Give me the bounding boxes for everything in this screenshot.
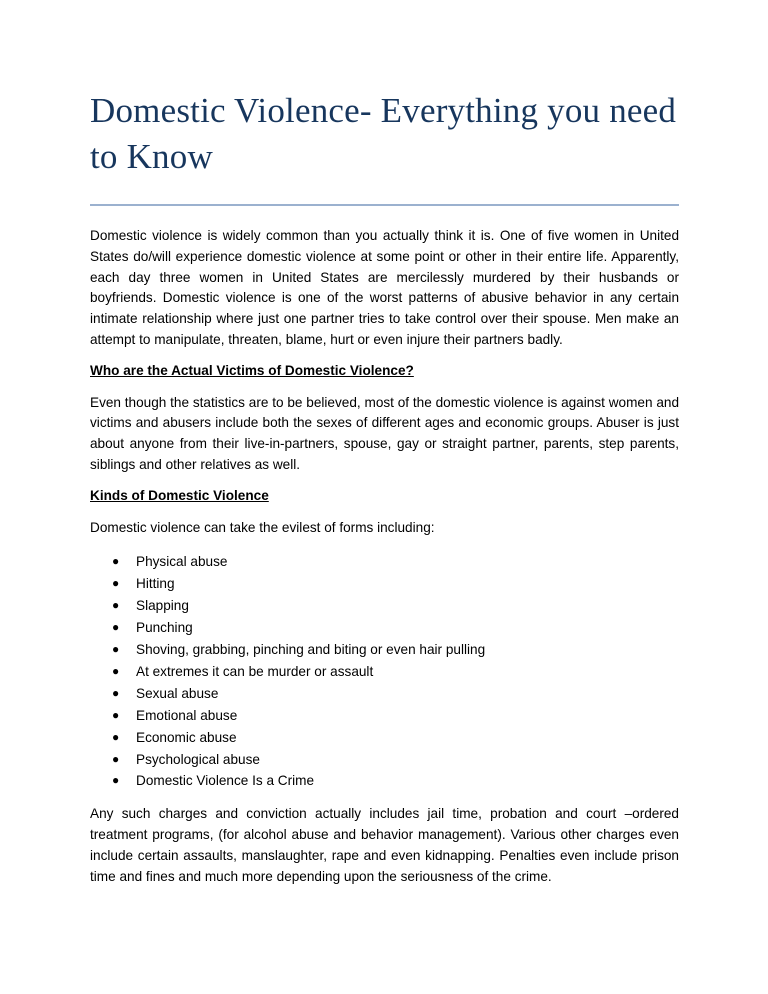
list-item-text: Hitting	[136, 576, 175, 592]
list-item-text: Psychological abuse	[136, 751, 260, 767]
list-item-text: Sexual abuse	[136, 685, 219, 701]
bullet-icon: ●	[112, 685, 120, 700]
kinds-bullet-list	[90, 551, 679, 792]
list-item-text: Shoving, grabbing, pinching and biting or even hair pulling	[136, 641, 486, 657]
bullet-icon: ●	[112, 751, 120, 766]
list-item-text: Physical abuse	[136, 554, 228, 570]
victims-paragraph: Even though the statistics are to be believed, most of the domestic violence is against women and victims and abusers include both the sexes of different ages and economic groups. Abuser is just about anyone from their live-in-partners, spouse, gay or straight partner, parents, step parents, siblings and other relatives as well.	[90, 394, 679, 472]
intro-paragraph: Domestic violence is widely common than you actually think it is. One of five women in United States do/will experience domestic violence at some point or other in their entire life. Apparently, each day three women in United States are mercilessly murdered by their husbands or boyfriends. Domestic violence is one of the worst patterns of abusive behavior in any certain intimate relationship where just one partner tries to take control over their spouse. Men make an attempt to manipulate, threaten, blame, hurt or even injure their partners badly.	[90, 228, 679, 347]
bullet-icon: ●	[112, 707, 120, 722]
list-item-text: Domestic Violence Is a Crime	[136, 773, 315, 789]
list-item	[90, 595, 679, 617]
bullet-icon: ●	[112, 620, 120, 635]
bullet-icon: ●	[112, 554, 120, 569]
kinds-lead-paragraph: Domestic violence can take the evilest of forms including:	[90, 519, 435, 535]
crime-paragraph: Any such charges and conviction actually includes jail time, probation and court –ordered treatment programs, (for alcohol abuse and behavior management). Various other charges even include certain assaults, manslaughter, rape and even kidnapping. Penalties even include prison time and fines and much more depending upon the seriousness of the crime.	[90, 806, 679, 884]
document-page	[90, 88, 679, 888]
bullet-icon: ●	[112, 663, 120, 678]
bullet-icon: ●	[112, 598, 120, 613]
list-item	[90, 770, 679, 792]
list-item-text: Punching	[136, 620, 193, 636]
list-item	[90, 705, 679, 727]
list-item-text: Emotional abuse	[136, 707, 238, 723]
bullet-icon: ●	[112, 641, 120, 656]
bullet-icon: ●	[112, 576, 120, 591]
title-divider	[90, 204, 679, 206]
list-item-text: Economic abuse	[136, 729, 237, 745]
section-heading-kinds: Kinds of Domestic Violence	[90, 487, 269, 503]
list-item	[90, 683, 679, 705]
list-item	[90, 551, 679, 573]
bullet-icon: ●	[112, 773, 120, 788]
list-item	[90, 661, 679, 683]
bullet-icon: ●	[112, 729, 120, 744]
list-item	[90, 749, 679, 771]
list-item	[90, 573, 679, 595]
document-title: Domestic Violence- Everything you need to Know	[90, 91, 677, 176]
list-item-text: Slapping	[136, 598, 189, 614]
list-item-text: At extremes it can be murder or assault	[136, 663, 374, 679]
list-item	[90, 727, 679, 749]
section-heading-victims: Who are the Actual Victims of Domestic Violence?	[90, 362, 414, 378]
list-item	[90, 639, 679, 661]
list-item	[90, 617, 679, 639]
